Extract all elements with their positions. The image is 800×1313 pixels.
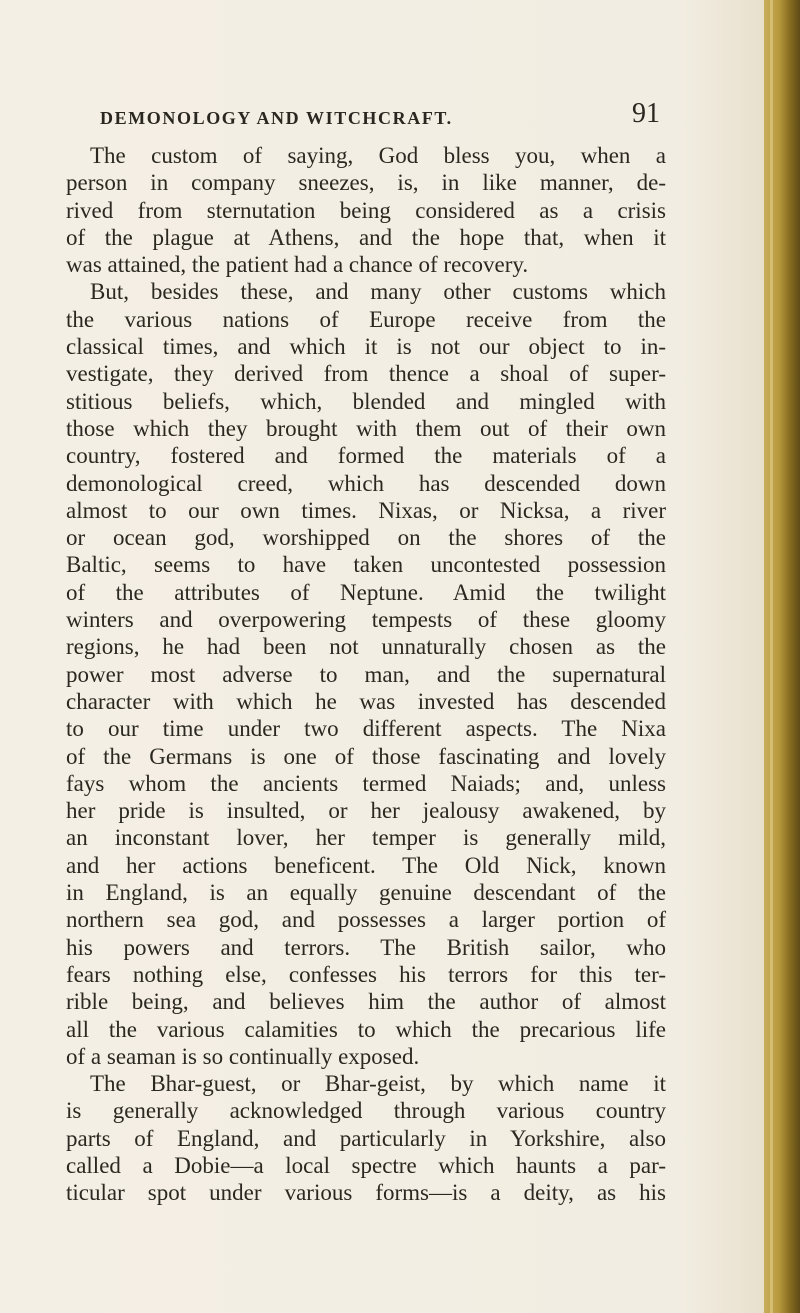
text-line: The custom of saying, God bless you, when a <box>90 143 666 168</box>
text-line: rived from sternutation being considered as a crisis <box>66 197 666 223</box>
text-line: vestigate, they derived from thence a shoal of super- <box>66 361 666 387</box>
text-line: called a Dobie—a local spectre which haunts a par- <box>66 1152 666 1178</box>
text-line: classical times, and which it is not our object to in- <box>66 334 666 360</box>
text-line: power most adverse to man, and the supernatural <box>66 661 666 687</box>
body-text <box>66 142 666 1207</box>
text-line: her pride is insulted, or her jealousy awakened, by <box>66 798 666 824</box>
text-line: country, fostered and formed the materials of a <box>66 443 666 469</box>
text-line: fears nothing else, confesses his terrors for this ter- <box>66 961 666 987</box>
page-header <box>100 96 660 136</box>
text-line: character with which he was invested has descended <box>66 688 666 714</box>
text-line: demonological creed, which has descended down <box>66 470 666 496</box>
text-line: or ocean god, worshipped on the shores of the <box>66 525 666 551</box>
text-line: is generally acknowledged through various country <box>66 1098 666 1124</box>
text-line: fays whom the ancients termed Naiads; and, unless <box>66 770 666 796</box>
text-line: and her actions beneficent. The Old Nick, known <box>66 852 666 878</box>
text-line: of a seaman is so continually exposed. <box>66 1043 420 1069</box>
text-line: almost to our own times. Nixas, or Nicksa, a river <box>66 497 666 523</box>
text-line: ticular spot under various forms—is a deity, as his <box>66 1180 666 1206</box>
text-line: of the plague at Athens, and the hope that, when it <box>66 224 666 250</box>
text-line: rible being, and believes him the author of almost <box>66 989 666 1015</box>
text-line: parts of England, and particularly in Yorkshire, also <box>66 1125 666 1151</box>
text-line: stitious beliefs, which, blended and mingled with <box>66 388 666 414</box>
text-line: in England, is an equally genuine descendant of the <box>66 880 666 906</box>
text-line: northern sea god, and possesses a larger portion of <box>66 907 666 933</box>
text-line: Baltic, seems to have taken uncontested possession <box>66 552 666 578</box>
running-head: DEMONOLOGY AND WITCHCRAFT. <box>100 108 453 128</box>
text-line: those which they brought with them out of their own <box>66 415 666 441</box>
text-line: of the attributes of Neptune. Amid the twilight <box>66 579 666 605</box>
text-line: all the various calamities to which the precarious life <box>66 1016 666 1042</box>
text-line: to our time under two different aspects. The Nixa <box>66 716 666 742</box>
text-line: was attained, the patient had a chance of recovery. <box>66 252 529 278</box>
text-line: an inconstant lover, her temper is generally mild, <box>66 825 666 851</box>
text-line: of the Germans is one of those fascinating and lovely <box>66 743 666 769</box>
text-line: his powers and terrors. The British sailor, who <box>66 934 666 960</box>
text-line: person in company sneezes, is, in like manner, de- <box>66 170 666 196</box>
page-number: 91 <box>632 98 660 129</box>
text-line: winters and overpowering tempests of these gloomy <box>66 607 666 633</box>
text-line: the various nations of Europe receive from the <box>66 306 666 332</box>
text-line: But, besides these, and many other customs which <box>90 279 666 305</box>
text-line: regions, he had been not unnaturally chosen as the <box>66 634 666 660</box>
text-line: The Bhar-guest, or Bhar-geist, by which name it <box>90 1071 666 1097</box>
book-spine-edge <box>764 0 800 1313</box>
